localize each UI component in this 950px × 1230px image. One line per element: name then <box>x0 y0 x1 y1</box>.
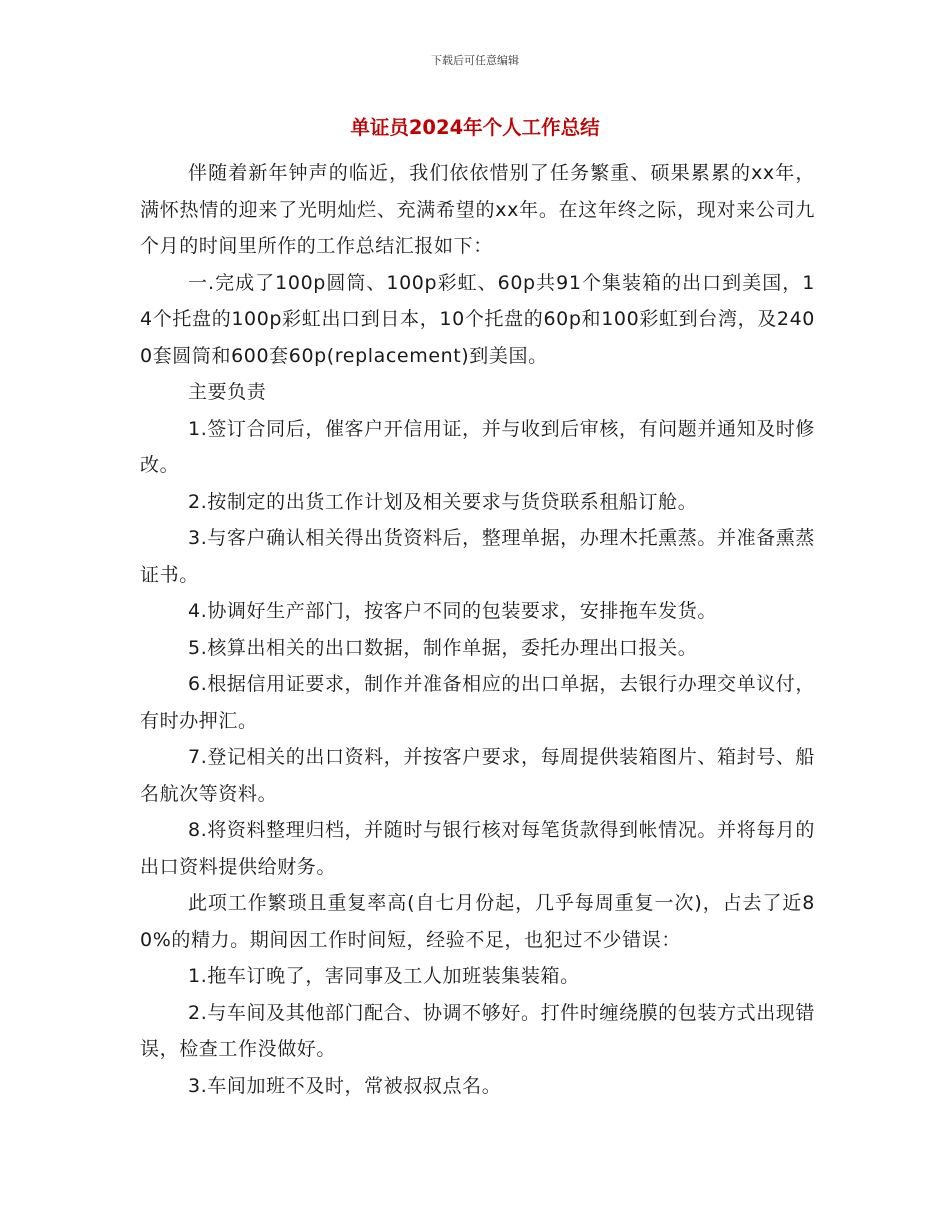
paragraph-duty-2: 2.按制定的出货工作计划及相关要求与货贷联系租船订舱。 <box>188 490 698 513</box>
document-title: 单证员2024年个人工作总结 <box>350 116 600 139</box>
paragraph-achievements: 一.完成了100p圆筒、100p彩虹、60p共91个集装箱的出口到美国，14个托盘的100p彩虹出口到日本，10个托盘的60p和100彩虹到台湾，及2400套圆筒和600套60p(replacement)到美国。 <box>140 271 815 367</box>
paragraph-mistake-1: 1.拖车订晚了，害同事及工人加班装集装箱。 <box>188 965 580 987</box>
paragraph-duty-4: 4.协调好生产部门，按客户不同的包装要求，安排拖车发货。 <box>188 600 717 622</box>
paragraph-duty-6: 6.根据信用证要求，制作并准备相应的出口单据，去银行办理交单议付，有时办押汇。 <box>140 673 815 732</box>
paragraph-intro: 伴随着新年钟声的临近，我们依依惜别了任务繁重、硕果累累的xx年，满怀热情的迎来了光明灿烂、充满希望的xx年。在这年终之际，现对来公司九个月的时间里所作的工作总结汇报如下： <box>140 162 815 257</box>
paragraph-mistake-3: 3.车间加班不及时，常被叔叔点名。 <box>188 1074 502 1097</box>
paragraph-duties-heading: 主要负责 <box>188 381 267 403</box>
page-header-note: 下载后可任意编辑 <box>431 54 519 67</box>
paragraph-mistake-2: 2.与车间及其他部门配合、协调不够好。打件时缠绕膜的包装方式出现错误，检查工作没做好。 <box>140 1001 815 1060</box>
paragraph-duty-3: 3.与客户确认相关得出货资料后，整理单据，办理木托熏蒸。并准备熏蒸证书。 <box>140 527 815 586</box>
paragraph-duty-5: 5.核算出相关的出口数据，制作单据，委托办理出口报关。 <box>188 636 698 659</box>
paragraph-duty-7: 7.登记相关的出口资料，并按客户要求，每周提供装箱图片、箱封号、船名航次等资料。 <box>140 746 815 805</box>
paragraph-workload: 此项工作繁琐且重复率高(自七月份起，几乎每周重复一次)，占去了近80%的精力。期间因工作时间短，经验不足，也犯过不少错误： <box>140 892 815 951</box>
document-body <box>140 155 815 1104</box>
paragraph-duty-1: 1.签订合同后，催客户开信用证，并与收到后审核，有问题并通知及时修改。 <box>140 417 815 476</box>
paragraph-duty-8: 8.将资料整理归档，并随时与银行核对每笔货款得到帐情况。并将每月的出口资料提供给财务。 <box>140 819 815 878</box>
